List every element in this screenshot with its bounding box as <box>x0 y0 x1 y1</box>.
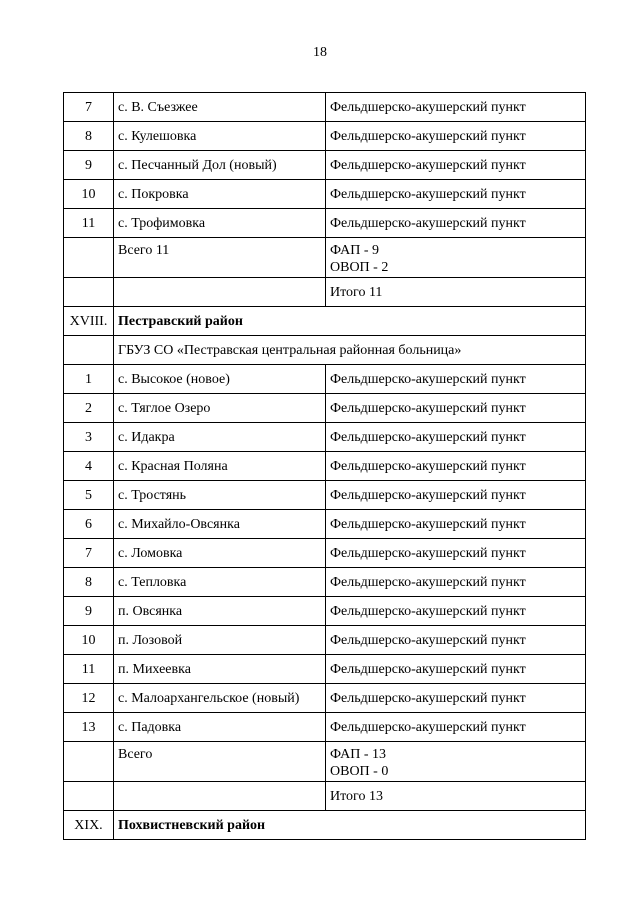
district-number: XVIII. <box>64 307 114 336</box>
row-number: 10 <box>64 626 114 655</box>
facility-type: Фельдшерско-акушерский пункт <box>326 151 586 180</box>
row-number: 10 <box>64 180 114 209</box>
row-number <box>64 336 114 365</box>
facility-type: Фельдшерско-акушерский пункт <box>326 655 586 684</box>
facilities-table <box>63 92 586 840</box>
district-row <box>64 307 586 336</box>
row-number: 7 <box>64 93 114 122</box>
page-number: 18 <box>313 45 327 60</box>
itogo-row <box>64 278 586 307</box>
row-number: 5 <box>64 481 114 510</box>
settlement-name: с. Красная Поляна <box>114 452 326 481</box>
settlement-name: с. Падовка <box>114 713 326 742</box>
settlement-name <box>114 782 326 811</box>
table-row <box>64 209 586 238</box>
settlement-name <box>114 278 326 307</box>
total-breakdown <box>326 742 586 782</box>
table-row <box>64 597 586 626</box>
facility-type: Фельдшерско-акушерский пункт <box>326 365 586 394</box>
table-row <box>64 122 586 151</box>
itogo-value: Итого 11 <box>326 278 586 307</box>
itogo-row <box>64 782 586 811</box>
table-row <box>64 151 586 180</box>
district-name: Пестравский район <box>114 307 586 336</box>
table-row <box>64 180 586 209</box>
settlement-name: п. Лозовой <box>114 626 326 655</box>
settlement-name: п. Михеевка <box>114 655 326 684</box>
row-number: 8 <box>64 568 114 597</box>
facility-type: Фельдшерско-акушерский пункт <box>326 539 586 568</box>
settlement-name: с. Высокое (новое) <box>114 365 326 394</box>
row-number <box>64 782 114 811</box>
total-breakdown <box>326 238 586 278</box>
facility-type: Фельдшерско-акушерский пункт <box>326 452 586 481</box>
facility-type: Фельдшерско-акушерский пункт <box>326 568 586 597</box>
facility-type: Фельдшерско-акушерский пункт <box>326 684 586 713</box>
facility-type: Фельдшерско-акушерский пункт <box>326 394 586 423</box>
hospital-name: ГБУЗ СО «Пестравская центральная районная больница» <box>114 336 586 365</box>
facility-type: Фельдшерско-акушерский пункт <box>326 209 586 238</box>
district-number: XIX. <box>64 811 114 840</box>
row-number: 11 <box>64 655 114 684</box>
total-row <box>64 742 586 782</box>
table-row <box>64 365 586 394</box>
district-row <box>64 811 586 840</box>
row-number <box>64 742 114 782</box>
facility-type: Фельдшерско-акушерский пункт <box>326 713 586 742</box>
row-number: 13 <box>64 713 114 742</box>
settlement-name: п. Овсянка <box>114 597 326 626</box>
facility-type: Фельдшерско-акушерский пункт <box>326 180 586 209</box>
district-name: Похвистневский район <box>114 811 586 840</box>
row-number: 12 <box>64 684 114 713</box>
settlement-name: с. Малоархангельское (новый) <box>114 684 326 713</box>
row-number: 6 <box>64 510 114 539</box>
facility-type: Фельдшерско-акушерский пункт <box>326 597 586 626</box>
total-row <box>64 238 586 278</box>
settlement-name: с. Песчанный Дол (новый) <box>114 151 326 180</box>
total-label: Всего <box>114 742 326 782</box>
row-number: 2 <box>64 394 114 423</box>
table-row <box>64 481 586 510</box>
table-row <box>64 452 586 481</box>
total-fap: ФАП - 9 <box>330 243 380 258</box>
hospital-row <box>64 336 586 365</box>
table-row <box>64 626 586 655</box>
facility-type: Фельдшерско-акушерский пункт <box>326 122 586 151</box>
settlement-name: с. Идакра <box>114 423 326 452</box>
settlement-name: с. Трофимовка <box>114 209 326 238</box>
row-number: 9 <box>64 151 114 180</box>
row-number <box>64 278 114 307</box>
table-row <box>64 510 586 539</box>
row-number: 8 <box>64 122 114 151</box>
row-number: 4 <box>64 452 114 481</box>
facility-type: Фельдшерско-акушерский пункт <box>326 423 586 452</box>
settlement-name: с. Кулешовка <box>114 122 326 151</box>
settlement-name: с. Тепловка <box>114 568 326 597</box>
row-number: 1 <box>64 365 114 394</box>
settlement-name: с. Михайло-Овсянка <box>114 510 326 539</box>
row-number: 9 <box>64 597 114 626</box>
table-row <box>64 568 586 597</box>
facility-type: Фельдшерско-акушерский пункт <box>326 93 586 122</box>
settlement-name: с. Тростянь <box>114 481 326 510</box>
row-number: 7 <box>64 539 114 568</box>
settlement-name: с. Покровка <box>114 180 326 209</box>
itogo-value: Итого 13 <box>326 782 586 811</box>
table-row <box>64 539 586 568</box>
table-row <box>64 394 586 423</box>
total-fap: ФАП - 13 <box>330 747 387 762</box>
table-row <box>64 93 586 122</box>
facility-type: Фельдшерско-акушерский пункт <box>326 510 586 539</box>
table-row <box>64 655 586 684</box>
total-ovop: ОВОП - 2 <box>330 260 389 275</box>
facility-type: Фельдшерско-акушерский пункт <box>326 481 586 510</box>
facilities-table-body <box>64 93 586 840</box>
table-row <box>64 423 586 452</box>
table-row <box>64 713 586 742</box>
settlement-name: с. Ломовка <box>114 539 326 568</box>
total-ovop: ОВОП - 0 <box>330 764 389 779</box>
table-row <box>64 684 586 713</box>
row-number <box>64 238 114 278</box>
settlement-name: с. Тяглое Озеро <box>114 394 326 423</box>
settlement-name: с. В. Съезжее <box>114 93 326 122</box>
total-label: Всего 11 <box>114 238 326 278</box>
row-number: 11 <box>64 209 114 238</box>
row-number: 3 <box>64 423 114 452</box>
facility-type: Фельдшерско-акушерский пункт <box>326 626 586 655</box>
